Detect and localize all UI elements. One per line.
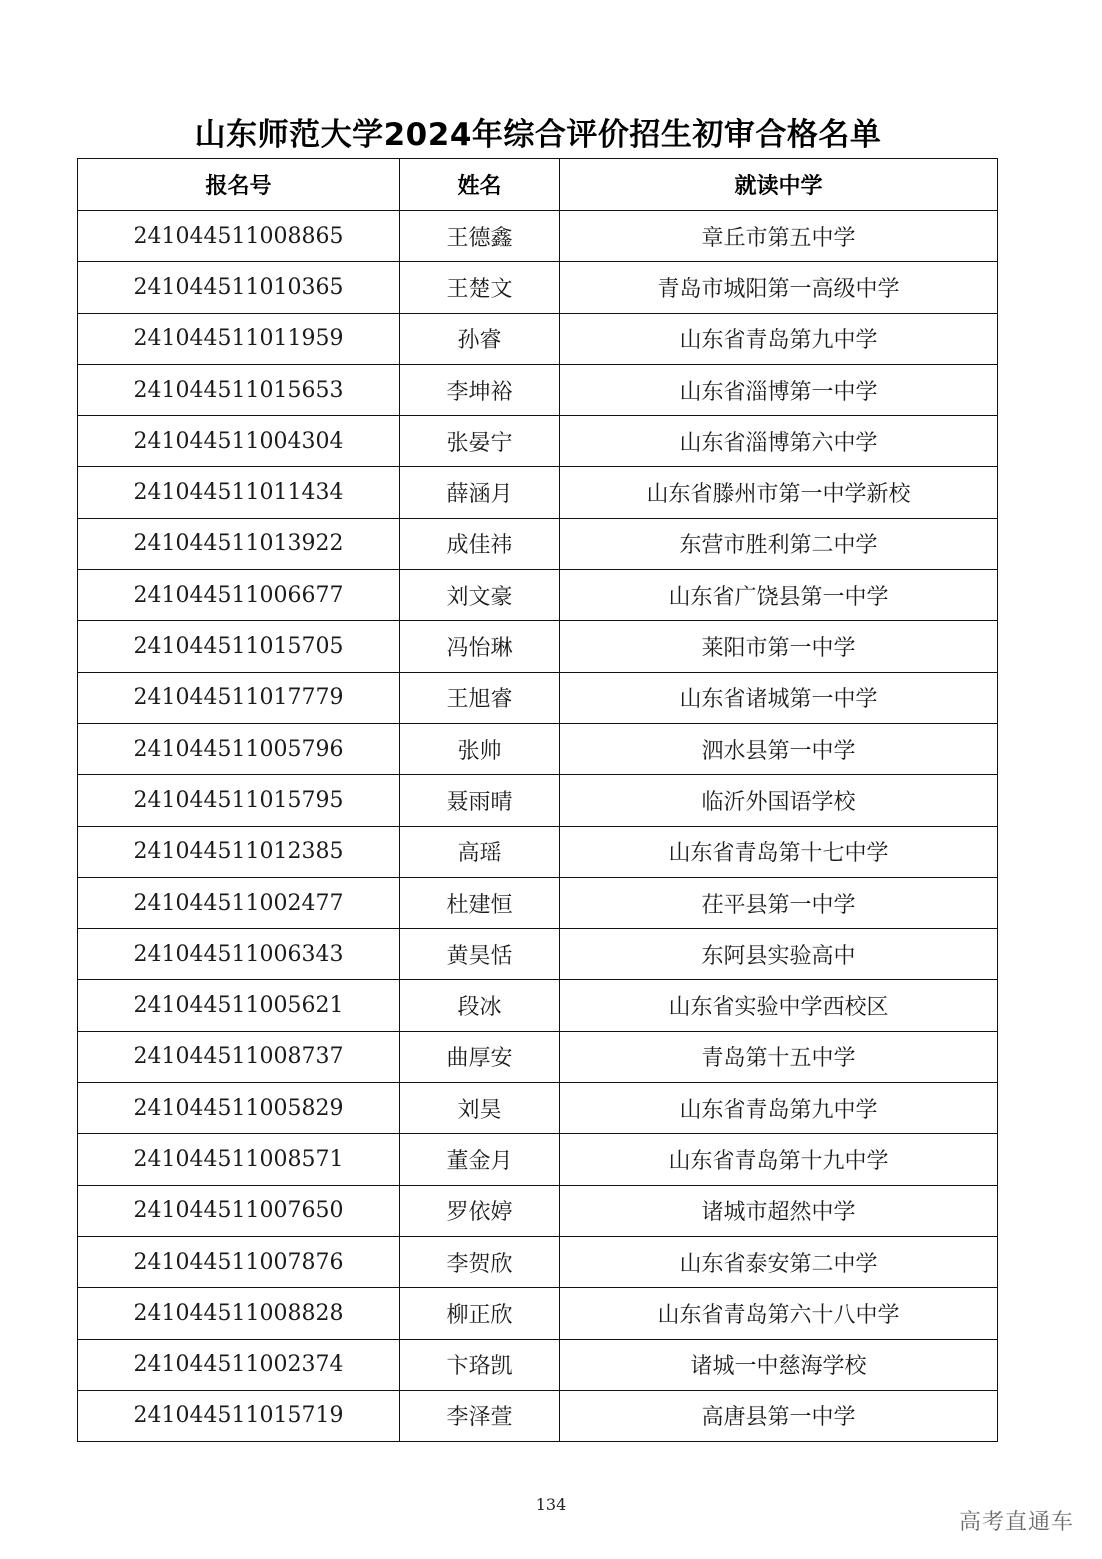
student-name-cell: 薛涵月 xyxy=(400,467,560,518)
student-name-cell: 李泽萱 xyxy=(400,1390,560,1441)
registration-number-cell: 241044511015705 xyxy=(78,621,400,672)
table-row xyxy=(78,877,998,928)
table-row xyxy=(78,1339,998,1390)
registration-number-cell: 241044511007876 xyxy=(78,1236,400,1287)
table-row xyxy=(78,211,998,262)
school-cell: 山东省滕州市第一中学新校 xyxy=(560,467,998,518)
school-cell: 山东省诸城第一中学 xyxy=(560,672,998,723)
registration-number-cell: 241044511002374 xyxy=(78,1339,400,1390)
student-name-cell: 成佳祎 xyxy=(400,518,560,569)
registration-number-cell: 241044511007650 xyxy=(78,1185,400,1236)
registration-number-cell: 241044511005796 xyxy=(78,723,400,774)
registration-number-cell: 241044511012385 xyxy=(78,826,400,877)
registration-number-cell: 241044511008571 xyxy=(78,1134,400,1185)
student-name-cell: 李坤裕 xyxy=(400,364,560,415)
table-row xyxy=(78,1390,998,1441)
table-row xyxy=(78,621,998,672)
registration-number-cell: 241044511008737 xyxy=(78,1031,400,1082)
school-cell: 章丘市第五中学 xyxy=(560,211,998,262)
student-name-cell: 张帅 xyxy=(400,723,560,774)
school-cell: 茌平县第一中学 xyxy=(560,877,998,928)
student-name-cell: 王旭睿 xyxy=(400,672,560,723)
student-name-cell: 杜建恒 xyxy=(400,877,560,928)
registration-number-cell: 241044511015795 xyxy=(78,775,400,826)
header-school: 就读中学 xyxy=(560,159,998,211)
school-cell: 山东省淄博第六中学 xyxy=(560,416,998,467)
table-header-row xyxy=(78,159,998,211)
registration-number-cell: 241044511015653 xyxy=(78,364,400,415)
table-row xyxy=(78,1031,998,1082)
applicant-table xyxy=(77,158,998,1442)
school-cell: 泗水县第一中学 xyxy=(560,723,998,774)
table-row xyxy=(78,570,998,621)
table-row xyxy=(78,416,998,467)
page-number: 134 xyxy=(535,1495,567,1514)
table-row xyxy=(78,929,998,980)
school-cell: 山东省广饶县第一中学 xyxy=(560,570,998,621)
school-cell: 莱阳市第一中学 xyxy=(560,621,998,672)
school-cell: 诸城一中慈海学校 xyxy=(560,1339,998,1390)
school-cell: 山东省实验中学西校区 xyxy=(560,980,998,1031)
table-row xyxy=(78,262,998,313)
header-registration-number: 报名号 xyxy=(78,159,400,211)
student-name-cell: 李贺欣 xyxy=(400,1236,560,1287)
table-row xyxy=(78,467,998,518)
student-name-cell: 高瑶 xyxy=(400,826,560,877)
registration-number-cell: 241044511011434 xyxy=(78,467,400,518)
student-name-cell: 王楚文 xyxy=(400,262,560,313)
school-cell: 东阿县实验高中 xyxy=(560,929,998,980)
school-cell: 诸城市超然中学 xyxy=(560,1185,998,1236)
registration-number-cell: 241044511008828 xyxy=(78,1288,400,1339)
student-name-cell: 张晏宁 xyxy=(400,416,560,467)
watermark: 高考直通车 xyxy=(958,1510,1074,1535)
student-name-cell: 柳正欣 xyxy=(400,1288,560,1339)
school-cell: 青岛市城阳第一高级中学 xyxy=(560,262,998,313)
table-row xyxy=(78,313,998,364)
registration-number-cell: 241044511011959 xyxy=(78,313,400,364)
school-cell: 山东省青岛第六十八中学 xyxy=(560,1288,998,1339)
student-name-cell: 段冰 xyxy=(400,980,560,1031)
registration-number-cell: 241044511006677 xyxy=(78,570,400,621)
student-name-cell: 聂雨晴 xyxy=(400,775,560,826)
registration-number-cell: 241044511013922 xyxy=(78,518,400,569)
student-name-cell: 董金月 xyxy=(400,1134,560,1185)
registration-number-cell: 241044511017779 xyxy=(78,672,400,723)
table-row xyxy=(78,672,998,723)
registration-number-cell: 241044511008865 xyxy=(78,211,400,262)
school-cell: 山东省青岛第九中学 xyxy=(560,1083,998,1134)
table-row xyxy=(78,775,998,826)
student-name-cell: 罗依婷 xyxy=(400,1185,560,1236)
student-name-cell: 黄昊恬 xyxy=(400,929,560,980)
table-row xyxy=(78,723,998,774)
table-row xyxy=(78,1185,998,1236)
registration-number-cell: 241044511010365 xyxy=(78,262,400,313)
school-cell: 山东省青岛第十七中学 xyxy=(560,826,998,877)
student-name-cell: 王德鑫 xyxy=(400,211,560,262)
table-row xyxy=(78,980,998,1031)
table-row xyxy=(78,364,998,415)
school-cell: 东营市胜利第二中学 xyxy=(560,518,998,569)
school-cell: 山东省青岛第九中学 xyxy=(560,313,998,364)
header-name: 姓名 xyxy=(400,159,560,211)
registration-number-cell: 241044511002477 xyxy=(78,877,400,928)
school-cell: 山东省淄博第一中学 xyxy=(560,364,998,415)
table-body xyxy=(78,211,998,1442)
table-row xyxy=(78,1083,998,1134)
school-cell: 青岛第十五中学 xyxy=(560,1031,998,1082)
registration-number-cell: 241044511015719 xyxy=(78,1390,400,1441)
school-cell: 山东省青岛第十九中学 xyxy=(560,1134,998,1185)
page-title: 山东师范大学2024年综合评价招生初审合格名单 xyxy=(194,117,882,153)
table-row xyxy=(78,1288,998,1339)
registration-number-cell: 241044511006343 xyxy=(78,929,400,980)
registration-number-cell: 241044511004304 xyxy=(78,416,400,467)
student-name-cell: 刘昊 xyxy=(400,1083,560,1134)
table-row xyxy=(78,1236,998,1287)
table-row xyxy=(78,1134,998,1185)
registration-number-cell: 241044511005621 xyxy=(78,980,400,1031)
student-name-cell: 冯怡琳 xyxy=(400,621,560,672)
table-row xyxy=(78,826,998,877)
student-name-cell: 曲厚安 xyxy=(400,1031,560,1082)
school-cell: 临沂外国语学校 xyxy=(560,775,998,826)
table-row xyxy=(78,518,998,569)
school-cell: 高唐县第一中学 xyxy=(560,1390,998,1441)
student-name-cell: 孙睿 xyxy=(400,313,560,364)
registration-number-cell: 241044511005829 xyxy=(78,1083,400,1134)
student-name-cell: 卞珞凯 xyxy=(400,1339,560,1390)
student-name-cell: 刘文豪 xyxy=(400,570,560,621)
school-cell: 山东省泰安第二中学 xyxy=(560,1236,998,1287)
